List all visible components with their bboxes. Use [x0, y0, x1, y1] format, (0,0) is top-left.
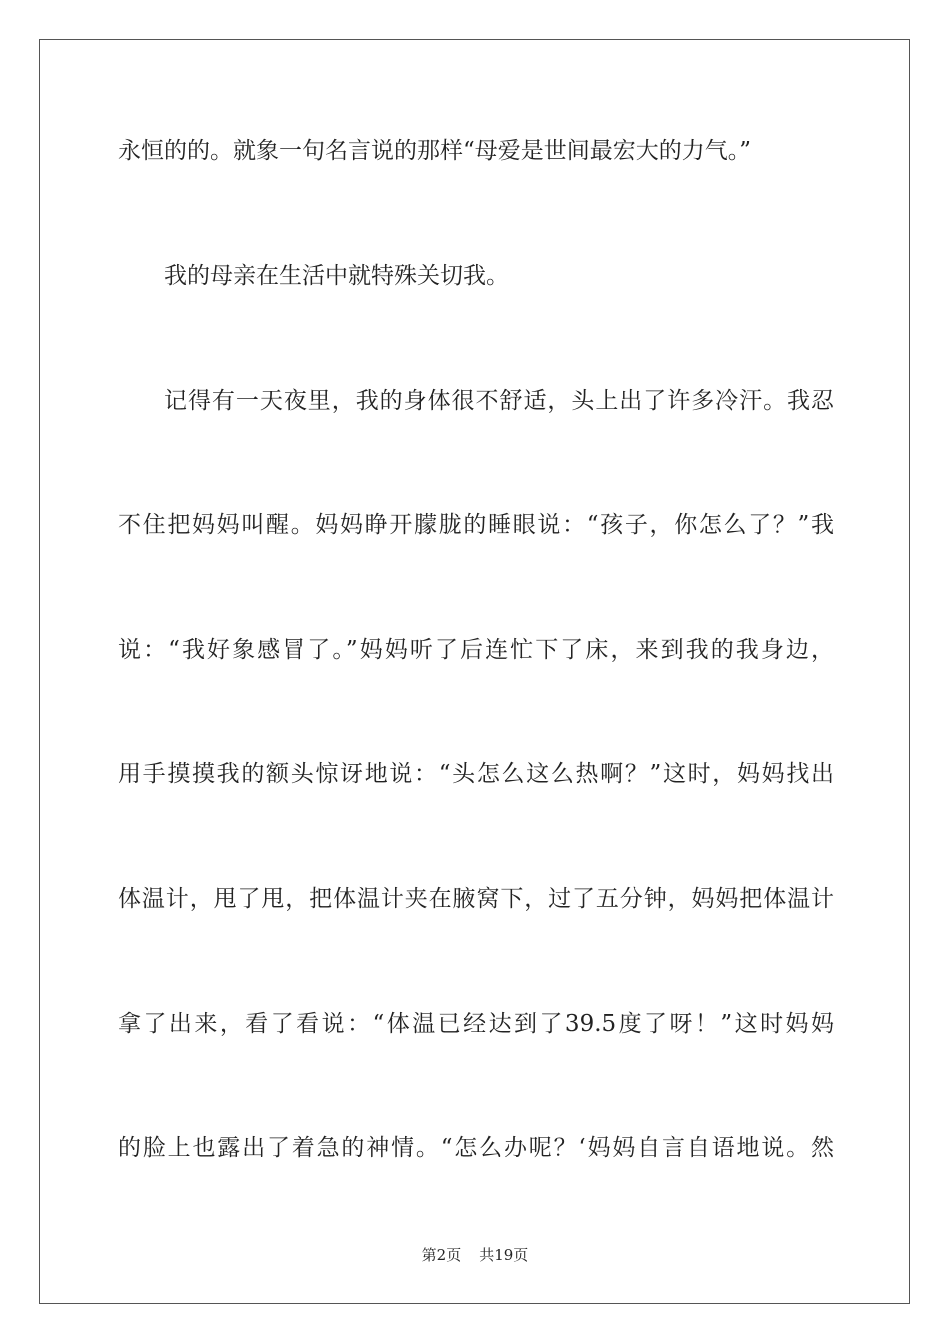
page-footer: [0, 1244, 950, 1265]
text-line-6: 用手摸摸我的额头惊讶地说：“头怎么这么热啊？”这时，妈妈找出: [118, 761, 834, 787]
text-line-8: 拿了出来，看了看说：“体温已经达到了39.5度了呀！”这时妈妈: [118, 1011, 834, 1037]
page-number: 第2页: [421, 1246, 462, 1264]
text-line-9: 的脸上也露出了着急的神情。“怎么办呢？‘妈妈自言自语地说。然: [118, 1135, 834, 1161]
text-line-5: 说：“我好象感冒了。”妈妈听了后连忙下了床，来到我的我身边，: [118, 637, 834, 663]
page-frame: [39, 39, 910, 1304]
page-total: 共19页: [479, 1246, 529, 1264]
text-line-4: 不住把妈妈叫醒。妈妈睁开朦胧的睡眼说：“孩子，你怎么了？”我: [118, 512, 834, 538]
text-line-7: 体温计，甩了甩，把体温计夹在腋窝下，过了五分钟，妈妈把体温计: [118, 886, 834, 912]
text-line-3: 记得有一天夜里，我的身体很不舒适，头上出了许多冷汗。我忍: [164, 388, 834, 414]
text-line-1: 永恒的的。就象一句名言说的那样“母爱是世间最宏大的力气。”: [118, 138, 752, 164]
text-line-2: 我的母亲在生活中就特殊关切我。: [164, 263, 509, 289]
